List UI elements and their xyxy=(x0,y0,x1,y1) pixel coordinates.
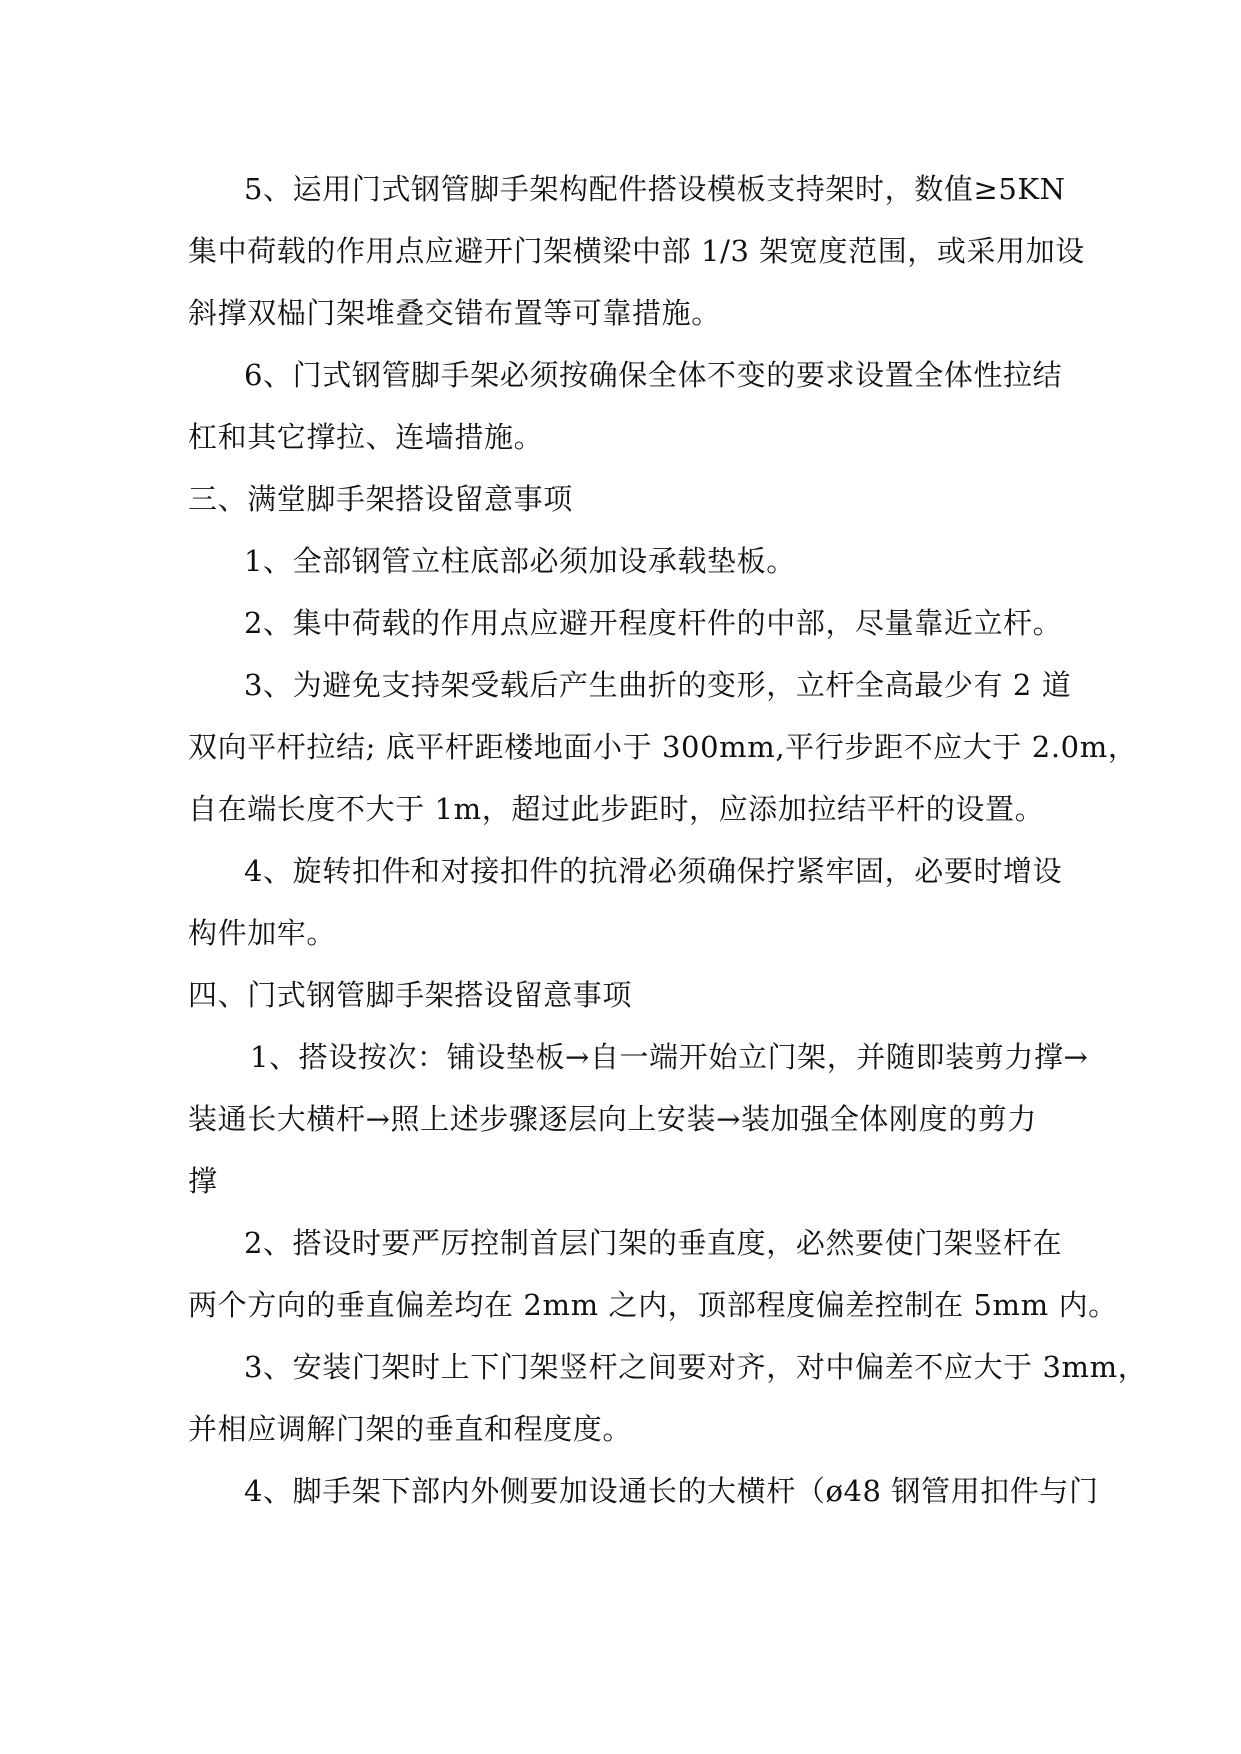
section4-item-3-line-1: 3、安装门架时上下门架竖杆之间要对齐，对中偏差不应大于 3mm， xyxy=(244,1350,1148,1384)
paragraph-5-line-1: 5、运用门式钢管脚手架构配件搭设模板支持架时，数值≥5KN xyxy=(244,172,1066,206)
section4-item-1-line-3: 撑 xyxy=(188,1164,218,1198)
paragraph-6-line-2: 杠和其它撑拉、连墙措施。 xyxy=(188,420,544,454)
paragraph-6-line-1: 6、门式钢管脚手架必须按确保全体不变的要求设置全体性拉结 xyxy=(244,358,1063,392)
section3-item-4-line-1: 4、旋转扣件和对接扣件的抗滑必须确保拧紧牢固，必要时增设 xyxy=(244,854,1063,888)
section3-item-4-line-2: 构件加牢。 xyxy=(188,916,337,950)
section4-item-1-line-1: 1、搭设按次：铺设垫板→自一端开始立门架，并随即装剪力撑→ xyxy=(250,1040,1089,1074)
section3-item-1: 1、全部钢管立柱底部必须加设承载垫板。 xyxy=(244,544,796,578)
section4-item-2-line-1: 2、搭设时要严厉控制首层门架的垂直度，必然要使门架竖杆在 xyxy=(244,1226,1063,1260)
section4-item-1-line-2: 装通长大横杆→照上述步骤逐层向上安装→装加强全体刚度的剪力 xyxy=(188,1102,1037,1136)
section-heading-4: 四、门式钢管脚手架搭设留意事项 xyxy=(188,978,633,1012)
section3-item-3-line-3: 自在端长度不大于 1m，超过此步距时，应添加拉结平杆的设置。 xyxy=(188,792,1045,826)
paragraph-5-line-2: 集中荷载的作用点应避开门架横梁中部 1/3 架宽度范围，或采用加设 xyxy=(188,234,1085,268)
section-heading-3: 三、满堂脚手架搭设留意事项 xyxy=(188,482,573,516)
section3-item-3-line-2: 双向平杆拉结; 底平杆距楼地面小于 300mm,平行步距不应大于 2.0m， xyxy=(188,730,1138,764)
paragraph-5-line-3: 斜撑双榀门架堆叠交错布置等可靠措施。 xyxy=(188,296,721,330)
section4-item-3-line-2: 并相应调解门架的垂直和程度度。 xyxy=(188,1412,633,1446)
section4-item-2-line-2: 两个方向的垂直偏差均在 2mm 之内，顶部程度偏差控制在 5mm 内。 xyxy=(188,1288,1118,1322)
section4-item-4-line-1: 4、脚手架下部内外侧要加设通长的大横杆（ø48 钢管用扣件与门 xyxy=(244,1474,1099,1508)
section3-item-3-line-1: 3、为避免支持架受载后产生曲折的变形，立杆全高最少有 2 道 xyxy=(244,668,1072,702)
document-body xyxy=(188,158,1148,1522)
section3-item-2: 2、集中荷载的作用点应避开程度杆件的中部，尽量靠近立杆。 xyxy=(244,606,1063,640)
